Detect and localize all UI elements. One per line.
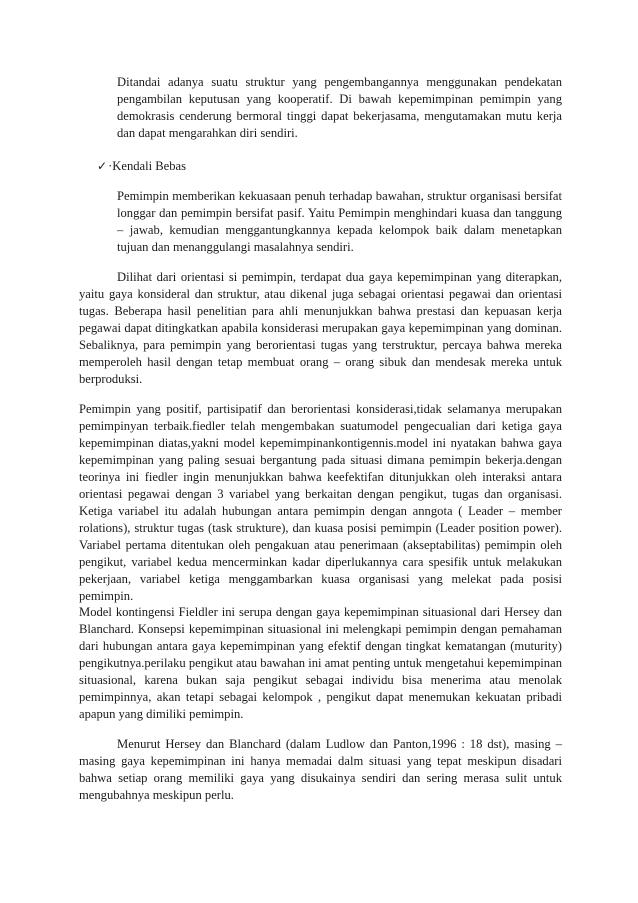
checkmark-icon: ✓ [97, 159, 108, 173]
paragraph-hersey-blanchard: Menurut Hersey dan Blanchard (dalam Ludlow dan Panton,1996 : 18 dst), masing – masing gaya kepemimpinan ini hanya memadai dalm situasi yang tepat meskipun disadari bahwa setiap orang memiliki gaya yang disukainya sendiri dan sering merasa sulit untuk mengubahnya meskipun perlu. [79, 737, 562, 802]
paragraph-demokratis-description: Ditandai adanya suatu struktur yang pengembangannya menggunakan pendekatan pengambilan keputusan yang kooperatif. Di bawah kepemimpinan pemimpin yang demokrasis cenderung bermoral tinggi dapat bekerjasama, mengutamakan mutu kerja dan dapat mengarahkan diri sendiri. [117, 75, 562, 140]
bullet-label: ·Kendali Bebas [108, 159, 187, 173]
paragraph-kendali-bebas-description: Pemimpin memberikan kekuasaan penuh terhadap bawahan, struktur organisasi bersifat longgar dan pemimpin bersifat pasif. Yaitu Pemimpin menghindari kuasa dan tanggung – jawab, kemudian menggantungkannya kepada kelompok baik dalam menetapkan tujuan dan menanggulangi masalahnya sendiri. [117, 189, 562, 254]
paragraph-fiedler-model: Pemimpin yang positif, partisipatif dan berorientasi konsiderasi,tidak selamanya merupakan pemimpinyan terbaik.fiedler telah mengembakan suatumodel pengecualian dari ketiga gaya kepemimpinan diatas,yakni model kepemimpinankontigennis.model ini nyatakan bahwa gaya kepemimpinan yang paling sesuai bergantung pada situasi dimana pemimpin bekerja.dengan teorinya ini fiedler ingin menunjukkan bahwa keefektifan ditunjukkan oleh interaksi antara orientasi pegawai dengan 3 variabel yang berkaitan dengan pengikut, tugas dan organisasi. Ketiga variabel itu adalah hubungan antara pemimpin dengan anngota ( Leader – member rolations), struktur tugas (task strukture), dan kuasa posisi pemimpin (Leader position power). Variabel pertama ditentukan oleh pengakuan atau penerimaan (akseptabilitas) pemimpin oleh pengikut, variabel kedua mencerminkan kadar diperlukannya cara spesifik untuk melakukan pekerjaan, variabel ketiga menggambarkan kuasa organisasi yang melekat pada posisi pemimpin. [79, 402, 562, 603]
paragraph-kontingensi: Model kontingensi Fieldler ini serupa dengan gaya kepemimpinan situasional dari Hersey dan Blanchard. Konsepsi kepemimpinan situasional ini melengkapi pemimpin dengan pemahaman dari hubungan antara gaya kepemimpinan yang efektif dengan tingkat kematangan (muturity) pengikutnya.perilaku pengikut atau bawahan ini amat penting untuk mengetahui kepemimpinan situasional, karena bukan saja pengikut sebagai individu bisa menerima atau menolak pemimpinnya, akan tetapi sebagai kelompok , pengikut dapat menemukan kekuatan pribadi apapun yang dimiliki pemimpin. [79, 605, 562, 721]
paragraph-orientasi: Dilihat dari orientasi si pemimpin, terdapat dua gaya kepemimpinan yang diterapkan, yaitu gaya konsideral dan struktur, atau dikenal juga sebagai orientasi pegawai dan orientasi tugas. Beberapa hasil penelitian para ahli menunjukkan bahwa prestasi dan kepuasan kerja pegawai dapat ditingkatkan apabila konsiderasi merupakan gaya kepemimpinan yang dominan. Sebaliknya, para pemimpin yang berorientasi tugas yang terstruktur, percaya bahwa mereka memperoleh hasil dengan tetap membuat orang – orang sibuk dan mendesak mereka untuk berproduksi. [79, 270, 562, 386]
bullet-kendali-bebas [97, 158, 186, 175]
